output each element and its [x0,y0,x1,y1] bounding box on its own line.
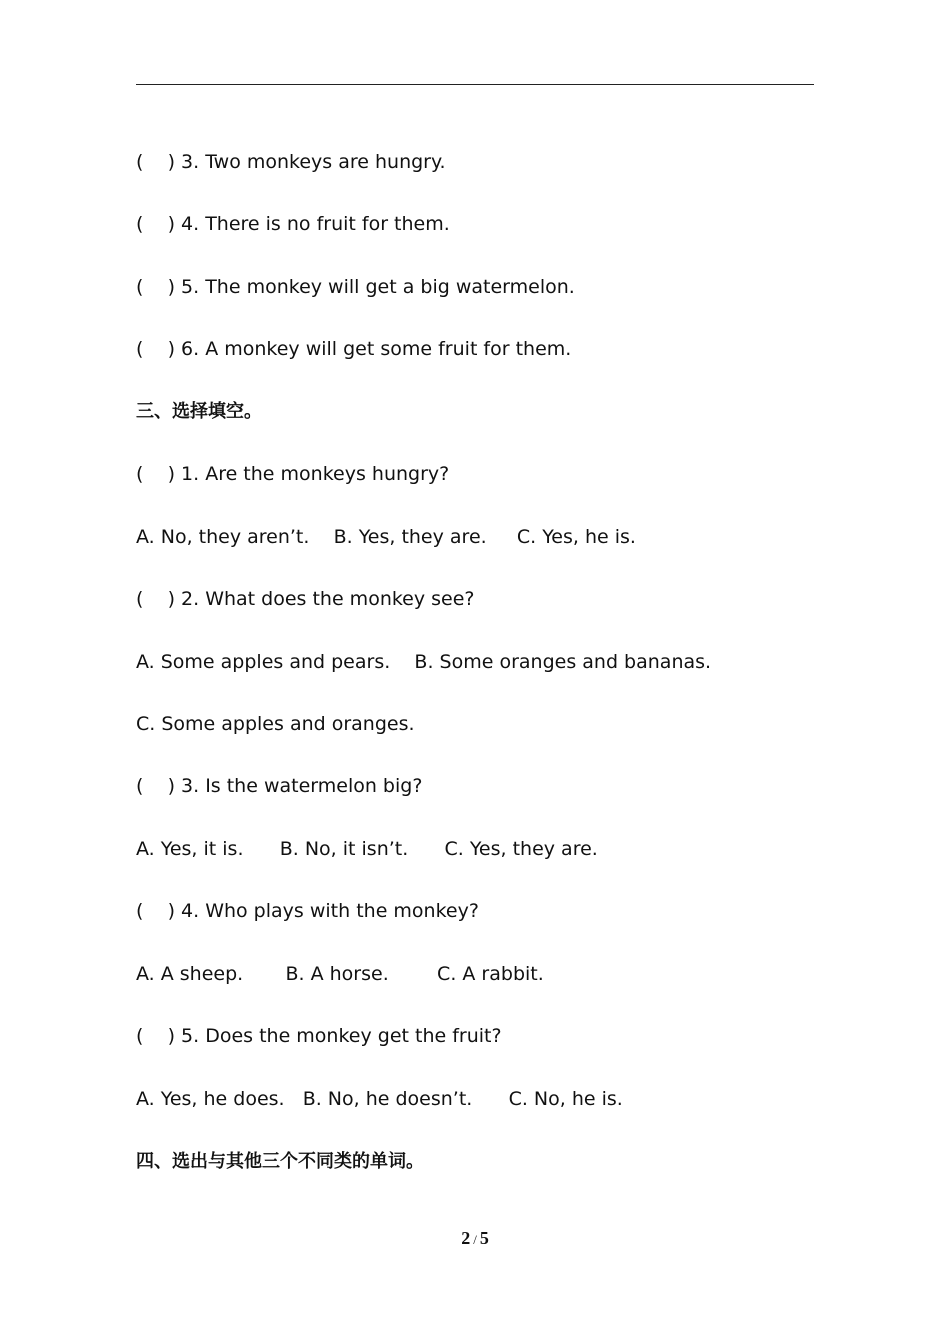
question-line-4: ( ) 4. There is no fruit for them. [136,213,450,235]
choice-question-1: ( ) 1. Are the monkeys hungry? [136,463,450,485]
question-line-5: ( ) 5. The monkey will get a big watermelon. [136,276,575,298]
choice-options-2a: A. Some apples and pears. B. Some oranges and bananas. [136,651,712,673]
choice-options-2b: C. Some apples and oranges. [136,713,415,735]
choice-options-4: A. A sheep. B. A horse. C. A rabbit. [136,963,544,985]
choice-question-3: ( ) 3. Is the watermelon big? [136,775,423,797]
question-line-3: ( ) 3. Two monkeys are hungry. [136,151,446,173]
choice-options-1: A. No, they aren’t. B. Yes, they are. C. Yes, he is. [136,526,636,548]
choice-options-3: A. Yes, it is. B. No, it isn’t. C. Yes, they are. [136,838,598,860]
page-separator: / [473,1232,477,1247]
choice-question-5: ( ) 5. Does the monkey get the fruit? [136,1025,502,1047]
choice-question-2: ( ) 2. What does the monkey see? [136,588,475,610]
question-line-6: ( ) 6. A monkey will get some fruit for them. [136,338,572,360]
section-heading-3: 三、选择填空。 [136,401,262,422]
page-number [0,1228,950,1249]
header-rule [136,84,814,85]
page-current: 2 [461,1228,471,1248]
choice-question-4: ( ) 4. Who plays with the monkey? [136,900,479,922]
choice-options-5: A. Yes, he does. B. No, he doesn’t. C. No, he is. [136,1088,623,1110]
page-total: 5 [479,1228,489,1248]
section-heading-4: 四、选出与其他三个不同类的单词。 [136,1151,424,1172]
